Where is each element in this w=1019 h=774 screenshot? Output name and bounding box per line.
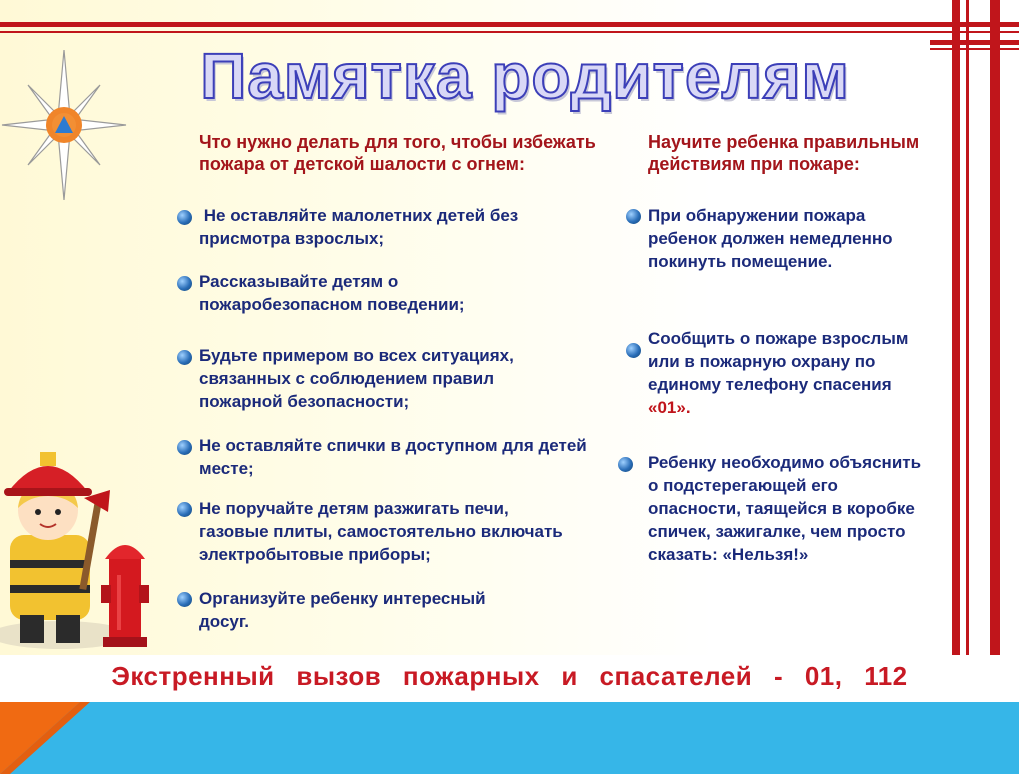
- top-red-stripe-thin: [0, 31, 1019, 33]
- bullet-icon: [177, 276, 192, 291]
- right-column-heading: Научите ребенка правильным действиям при пожаре:: [648, 132, 920, 174]
- right-item-1: При обнаружении пожара ребенок должен немедленно покинуть помещение.: [648, 206, 893, 271]
- bullet-icon: [177, 350, 192, 365]
- emergency-call-footer: Экстренный вызов пожарных и спасателей - 01, 112: [111, 661, 908, 691]
- emergency-star-icon: [0, 45, 130, 205]
- left-item-3: Будьте примером во всех ситуациях, связанных с соблюдением правил пожарной безопасности;: [199, 346, 514, 411]
- fire-hydrant-icon: [95, 535, 155, 650]
- right-red-bar-outer: [990, 0, 1000, 655]
- right-cross-bar-thin: [930, 48, 1019, 50]
- left-column-heading: Что нужно делать для того, чтобы избежать пожара от детской шалости с огнем:: [199, 132, 596, 174]
- left-item-5: Не поручайте детям разжигать печи, газовые плиты, самостоятельно включать электробытовые приборы;: [199, 499, 563, 564]
- page-title: Памятка родителям: [200, 40, 850, 112]
- bullet-icon: [177, 210, 192, 225]
- bottom-decorative-band: [0, 702, 1019, 774]
- left-item-1: Не оставляйте малолетних детей без присмотра взрослых;: [199, 206, 519, 248]
- emergency-number: «01».: [648, 398, 691, 417]
- bullet-icon: [618, 457, 633, 472]
- right-item-3: Ребенку необходимо объяснить о подстерегающей его опасности, таящейся в коробке спичек, зажигалке, чем просто сказать: «Нельзя!»: [648, 453, 922, 564]
- right-item-2: Сообщить о пожаре взрослым или в пожарную охрану по единому телефону спасения «01».: [648, 329, 909, 417]
- bullet-icon: [626, 209, 641, 224]
- left-item-4: Не оставляйте спички в доступном для детей месте;: [199, 436, 587, 478]
- bullet-icon: [626, 343, 641, 358]
- left-item-2: Рассказывайте детям о пожаробезопасном поведении;: [199, 272, 465, 314]
- top-red-stripe: [0, 22, 1019, 27]
- right-red-bar: [952, 0, 960, 655]
- right-cross-bar: [930, 40, 1019, 45]
- left-item-6: Организуйте ребенку интересный досуг.: [199, 589, 486, 631]
- right-red-bar-thin: [966, 0, 969, 655]
